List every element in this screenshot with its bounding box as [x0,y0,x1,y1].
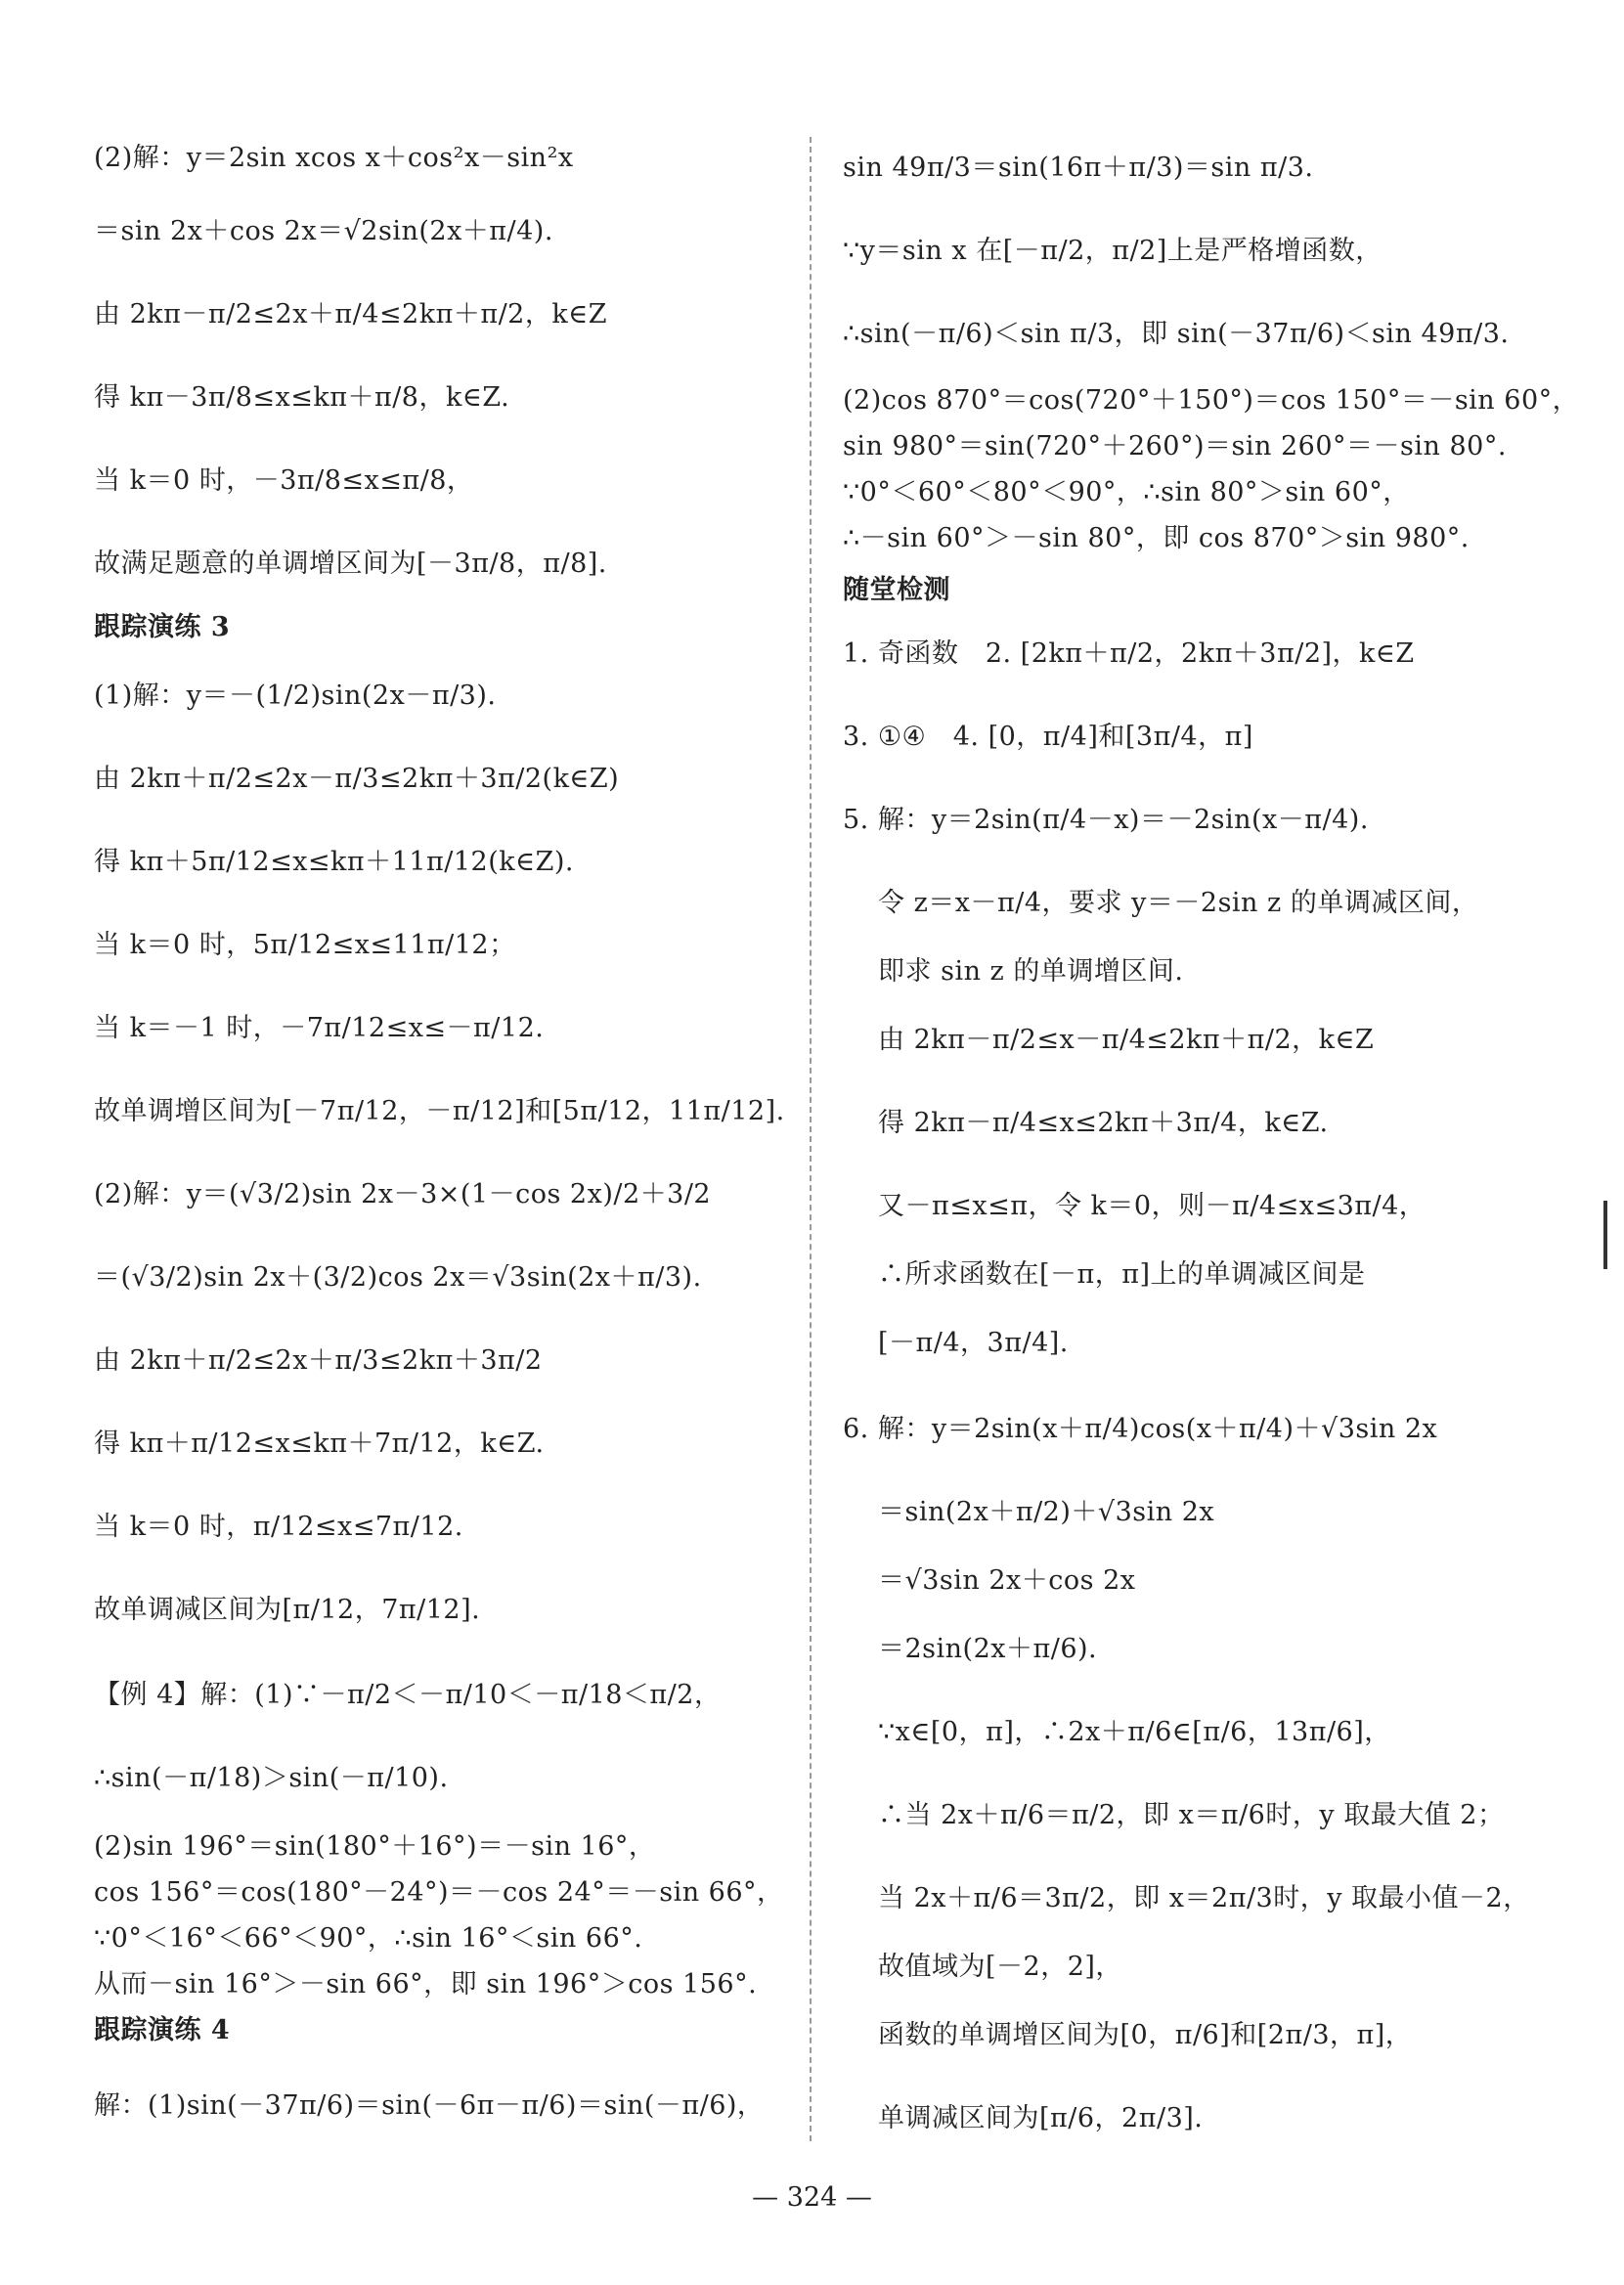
text-line: cos 156°＝cos(180°－24°)＝－cos 24°＝－sin 66°， [94,1877,784,1908]
section-heading: 随堂检测 [843,575,950,605]
text-line: 得 2kπ－π/4≤x≤2kπ＋3π/4，k∈Z. [878,1108,1329,1138]
text-line: sin 49π/3＝sin(16π＋π/3)＝sin π/3. [843,153,1314,183]
text-line: 由 2kπ＋π/2≤2x＋π/3≤2kπ＋3π/2 [94,1345,543,1376]
text-line: 【例 4】解：(1)∵－π/2＜－π/10＜－π/18＜π/2， [94,1680,722,1710]
section-heading: 跟踪演练 3 [94,612,231,642]
page-number: — 324 — [752,2182,872,2213]
text-line: 故满足题意的单调增区间为[－3π/8，π/8]. [94,549,607,579]
text-line: ∴sin(－π/18)＞sin(－π/10). [94,1763,449,1793]
text-line: 当 2x＋π/6＝3π/2，即 x＝2π/3时，y 取最小值－2， [878,1883,1530,1913]
text-line: ＝sin 2x＋cos 2x＝√2sin(2x＋π/4). [94,216,553,246]
text-line: 当 k＝0 时，－3π/8≤x≤π/8， [94,465,474,496]
text-line: ∵0°＜60°＜80°＜90°，∴sin 80°＞sin 60°， [843,477,1410,507]
text-line: 由 2kπ－π/2≤2x＋π/4≤2kπ＋π/2，k∈Z [94,299,607,330]
text-line: ＝sin(2x＋π/2)＋√3sin 2x [878,1497,1215,1527]
text-line: 又－π≤x≤π，令 k＝0，则－π/4≤x≤3π/4， [878,1191,1426,1221]
text-line: 故单调增区间为[－7π/12，－π/12]和[5π/12，11π/12]. [94,1096,785,1126]
text-line: ∵0°＜16°＜66°＜90°，∴sin 16°＜sin 66°. [94,1923,643,1954]
text-line: ∴所求函数在[－π，π]上的单调减区间是 [878,1259,1366,1290]
text-line: 由 2kπ＋π/2≤2x－π/3≤2kπ＋3π/2(k∈Z) [94,764,620,794]
text-line: (2)sin 196°＝sin(180°＋16°)＝－sin 16°， [94,1831,656,1862]
text-line: 当 k＝0 时，π/12≤x≤7π/12. [94,1512,463,1542]
text-line: ＝2sin(2x＋π/6). [878,1634,1098,1664]
text-line: 得 kπ＋π/12≤x≤kπ＋7π/12，k∈Z. [94,1428,545,1459]
text-line: sin 980°＝sin(720°＋260°)＝sin 260°＝－sin 80°. [843,431,1507,461]
text-line: 得 kπ＋5π/12≤x≤kπ＋11π/12(k∈Z). [94,847,574,877]
text-line: 6. 解：y＝2sin(x＋π/4)cos(x＋π/4)＋√3sin 2x [843,1414,1438,1444]
text-line: (2)解：y＝(√3/2)sin 2x－3×(1－cos 2x)/2＋3/2 [94,1179,712,1209]
text-line: ∴sin(－π/6)＜sin π/3，即 sin(－37π/6)＜sin 49π/3. [843,319,1510,349]
text-line: 3. ①④ 4. [0，π/4]和[3π/4，π] [843,722,1253,752]
text-line: 故值域为[－2，2]， [878,1952,1122,1982]
text-line: 由 2kπ－π/2≤x－π/4≤2kπ＋π/2，k∈Z [878,1025,1375,1055]
text-line: ＝√3sin 2x＋cos 2x [878,1565,1136,1596]
text-line: (2)解：y＝2sin xcos x＋cos²x－sin²x [94,143,574,173]
text-line: ∴当 2x＋π/6＝π/2，即 x＝π/6时，y 取最大值 2； [878,1800,1505,1830]
text-line: 从而－sin 16°＞－sin 66°，即 sin 196°＞cos 156°. [94,1969,758,1999]
text-line: 单调减区间为[π/6，2π/3]. [878,2103,1204,2133]
column-divider [810,137,812,2141]
text-line: 解：(1)sin(－37π/6)＝sin(－6π－π/6)＝sin(－π/6)， [94,2090,765,2121]
text-line: 当 k＝0 时，5π/12≤x≤11π/12； [94,930,516,960]
text-line: 5. 解：y＝2sin(π/4－x)＝－2sin(x－π/4). [843,805,1369,835]
text-line: (2)cos 870°＝cos(720°＋150°)＝cos 150°＝－sin 60°， [843,385,1580,416]
text-line: 故单调减区间为[π/12，7π/12]. [94,1595,481,1625]
text-line: (1)解：y＝－(1/2)sin(2x－π/3). [94,681,497,711]
section-heading: 跟踪演练 4 [94,2015,231,2045]
text-line: [－π/4，3π/4]. [878,1328,1069,1358]
scan-edge-mark [1603,1201,1607,1269]
text-line: 得 kπ－3π/8≤x≤kπ＋π/8，k∈Z. [94,382,510,413]
text-line: ∴－sin 60°＞－sin 80°，即 cos 870°＞sin 980°. [843,523,1470,553]
text-line: 1. 奇函数 2. [2kπ＋π/2，2kπ＋3π/2]，k∈Z [843,638,1415,669]
text-line: 函数的单调增区间为[0，π/6]和[2π/3，π]， [878,2020,1413,2050]
text-line: ∵x∈[0，π]，∴2x＋π/6∈[π/6，13π/6]， [878,1717,1391,1747]
text-line: 即求 sin z 的单调增区间. [878,956,1184,987]
text-line: ∵y＝sin x 在[－π/2，π/2]上是严格增函数， [843,236,1383,266]
text-line: ＝(√3/2)sin 2x＋(3/2)cos 2x＝√3sin(2x＋π/3). [94,1262,702,1293]
text-line: 当 k＝－1 时，－7π/12≤x≤－π/12. [94,1013,545,1043]
text-line: 令 z＝x－π/4，要求 y＝－2sin z 的单调减区间， [878,888,1479,918]
